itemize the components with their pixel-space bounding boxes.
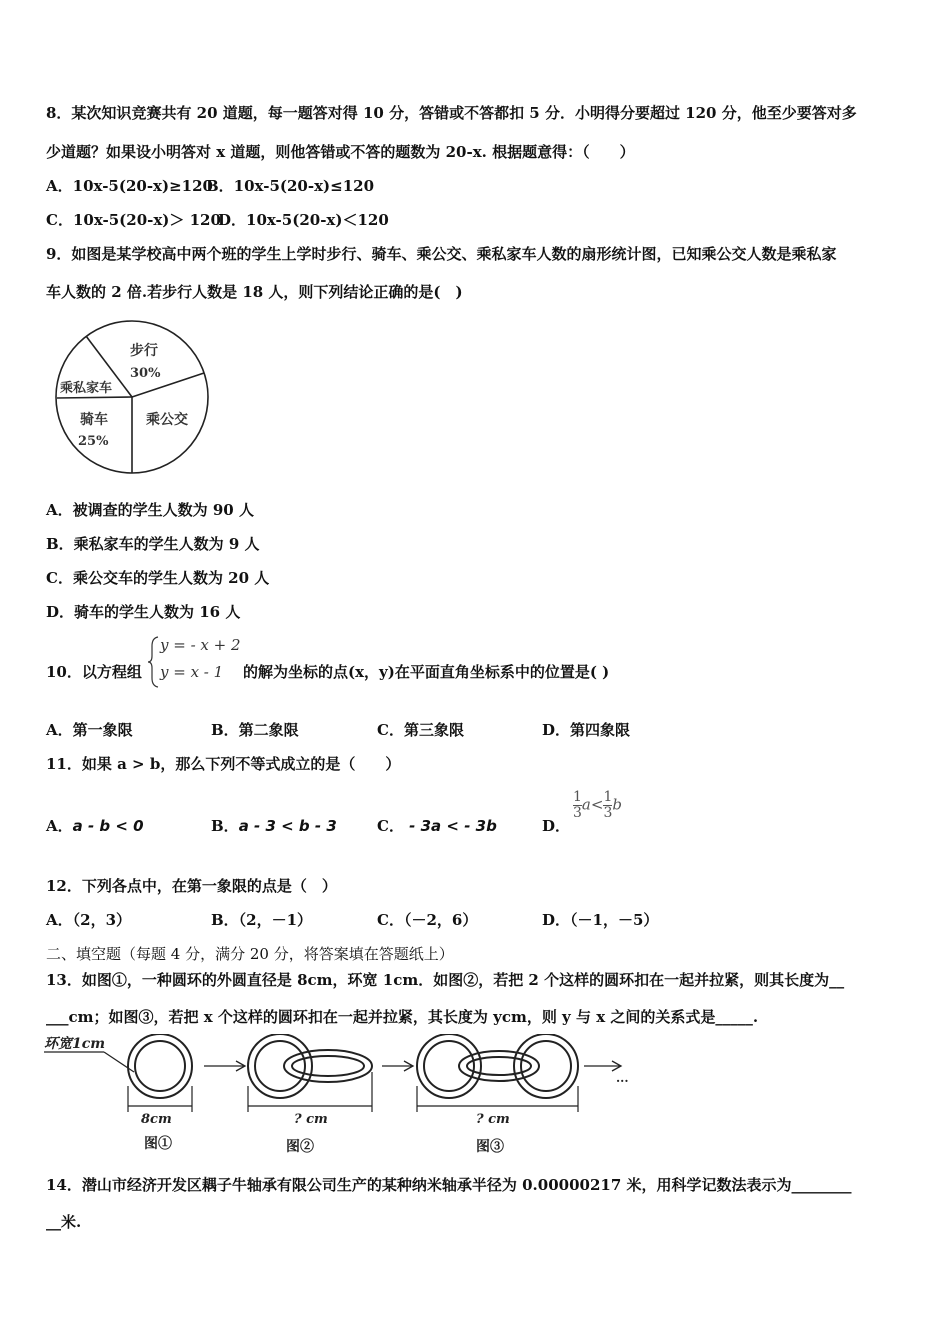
- fraction-one-third-a: $\frac{1}{3}$: [573, 789, 582, 821]
- q11-option-b: [211, 815, 337, 836]
- q11-option-b-label: B．: [211, 817, 239, 835]
- q14-line2: __米.: [46, 1213, 82, 1231]
- fig1-outer-ring: [128, 1034, 192, 1098]
- fig-ellipsis: ...: [616, 1071, 629, 1085]
- q12-line1: 12．下列各点中，在第一象限的点是（ ）: [46, 877, 337, 895]
- q11-option-d-label: D．: [542, 817, 571, 835]
- q11-option-d-expr: [573, 790, 622, 821]
- pie-pct-walk: 30%: [130, 366, 161, 381]
- q10-prefix: 10．以方程组: [46, 663, 142, 681]
- q11-option-a: [46, 815, 144, 836]
- fig2-dimension-label: ? cm: [294, 1112, 328, 1127]
- q13-line1: 13．如图①，一种圆环的外圆直径是 8cm，环宽 1cm．如图②，若把 2 个这样的圆环扣在一起并拉紧，则其长度为__: [46, 971, 845, 989]
- fig3-ring-1-outer: [417, 1034, 481, 1098]
- q8-option-c: C．10x-5(20-x)＞ 120: [46, 211, 221, 229]
- q10-option-b: B．第二象限: [211, 721, 299, 739]
- q8-line1: 8．某次知识竞赛共有 20 道题，每一题答对得 10 分，答错或不答都扣 5 分．小明得分要超过 120 分，他至少要答对多: [46, 104, 857, 122]
- q9-option-b: B．乘私家车的学生人数为 9 人: [46, 535, 260, 553]
- q13-line2: ___cm；如图③，若把 x 个这样的圆环扣在一起并拉紧，其长度为 ycm，则 y 与 x 之间的关系式是_____.: [46, 1008, 759, 1026]
- q10-option-c: C．第三象限: [377, 721, 464, 739]
- q8-option-a: A．10x-5(20-x)≥120: [46, 177, 213, 195]
- q9-option-d: D．骑车的学生人数为 16 人: [46, 603, 241, 621]
- fig3-ring-2-outer: [459, 1051, 539, 1081]
- q8-option-b: B．10x-5(20-x)≤120: [206, 177, 375, 195]
- pie-label-bus: 乘公交: [146, 412, 188, 428]
- pie-chart: [50, 318, 215, 478]
- q11-option-c-label: C．: [377, 817, 404, 835]
- pie-label-car: 乘私家车: [60, 381, 113, 396]
- q12-option-d: D．（－1，－5）: [542, 911, 659, 929]
- fig2-ring-1-inner: [255, 1041, 305, 1091]
- fig3-ring-3-inner: [521, 1041, 571, 1091]
- q8-line2: 少道题？如果设小明答对 x 道题，则他答错或不答的题数为 20-x. 根据题意得：（ ）: [46, 143, 635, 161]
- pie-divider-car-bike: [57, 397, 132, 398]
- q10-equation-2: y = x - 1: [160, 663, 224, 681]
- q9-line1: 9．如图是某学校高中两个班的学生上学时步行、骑车、乘公交、乘私家车人数的扇形统计图，已知乘公交人数是乘私家: [46, 245, 837, 263]
- q9-option-c: C．乘公交车的学生人数为 20 人: [46, 569, 270, 587]
- q12-option-b: B．（2，－1）: [211, 911, 313, 929]
- q11-option-b-expr: a - 3 < b - 3: [238, 817, 337, 835]
- q11-option-c-expr: - 3a < - 3b: [403, 817, 497, 835]
- fig2-ring-2-outer: [284, 1050, 372, 1082]
- fig3-ring-3-outer: [514, 1034, 578, 1098]
- system-brace: [148, 636, 160, 688]
- q9-option-a: A．被调查的学生人数为 90 人: [46, 501, 254, 519]
- fig-ring-width-label: 环宽1cm: [44, 1036, 106, 1052]
- q11-option-d-tail: b: [612, 795, 622, 814]
- q10-suffix: 的解为坐标的点(x，y)在平面直角坐标系中的位置是( ): [243, 663, 610, 681]
- fig2-ring-2-inner: [292, 1056, 364, 1076]
- fraction-one-third-b: $\frac{1}{3}$: [603, 789, 613, 821]
- q10-option-d: D．第四象限: [542, 721, 631, 739]
- q11-option-c: [377, 815, 497, 836]
- q14-line1: 14．潜山市经济开发区耦子牛轴承有限公司生产的某种纳米轴承半径为 0.00000217 米，用科学记数法表示为________: [46, 1176, 852, 1194]
- pie-pct-bike: 25%: [78, 434, 109, 449]
- q11-option-d-mid: a<: [581, 795, 604, 814]
- fig3-caption: 图③: [476, 1139, 504, 1155]
- ring-chain-figure: [44, 1034, 644, 1159]
- fig3-dimension-label: ? cm: [476, 1112, 510, 1127]
- q8-option-d: D．10x-5(20-x)＜120: [218, 211, 389, 229]
- q12-option-c: C．（－2，6）: [377, 911, 478, 929]
- section-heading: 二、填空题（每题 4 分，满分 20 分，将答案填在答题纸上）: [46, 945, 454, 963]
- q11-option-a-label: A．: [46, 817, 73, 835]
- fig2-ring-1-outer: [248, 1034, 312, 1098]
- q12-option-a: A．（2，3）: [46, 911, 132, 929]
- pie-label-bike: 骑车: [80, 412, 108, 428]
- q10-equation-1: y = - x + 2: [160, 636, 241, 654]
- fig2-caption: 图②: [286, 1139, 314, 1155]
- q10-option-a: A．第一象限: [46, 721, 133, 739]
- pie-label-walk: 步行: [130, 343, 158, 359]
- fig1-dimension-label: 8cm: [141, 1112, 172, 1127]
- fig1-inner-ring: [135, 1041, 185, 1091]
- q11-option-a-expr: a - b < 0: [72, 817, 144, 835]
- q11-line1: 11．如果 a > b，那么下列不等式成立的是（ ）: [46, 755, 401, 773]
- q9-line2: 车人数的 2 倍.若步行人数是 18 人，则下列结论正确的是( ): [46, 283, 463, 301]
- fig1-caption: 图①: [144, 1136, 172, 1152]
